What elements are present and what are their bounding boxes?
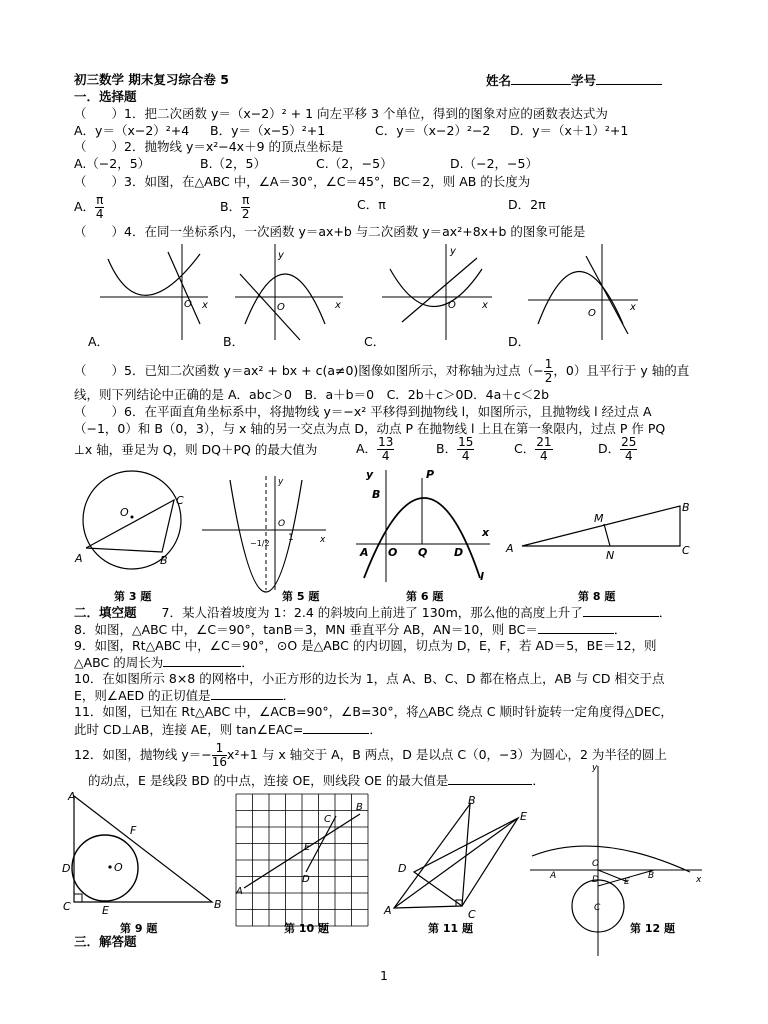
q10-answer-blank: [211, 687, 283, 700]
figure-q8-triangle: [504, 498, 696, 560]
q6-option-a: [356, 436, 394, 463]
svg-text:D: D: [454, 546, 464, 559]
svg-text:−1/2: −1/2: [250, 539, 270, 548]
q11-answer-blank: [303, 721, 369, 734]
svg-text:E: E: [304, 842, 311, 853]
svg-text:B: B: [468, 794, 476, 807]
q1-option-a: A．y＝（x−2）²+4: [74, 123, 190, 138]
svg-text:A: A: [236, 886, 243, 897]
origin-label: O: [184, 299, 192, 310]
svg-text:B: B: [356, 802, 363, 813]
name-label-group: [486, 72, 662, 88]
denominator: 4: [624, 449, 633, 463]
q4-graph-d: [528, 244, 640, 342]
q1-text: 1．把二次函数 y＝（x−2）² + 1 向左平移 3 个单位，得到的图象对应的函数表达式为: [124, 106, 608, 121]
q3-option-d: D．2π: [508, 197, 546, 212]
svg-text:E: E: [624, 877, 630, 887]
numerator: 13: [378, 435, 394, 449]
svg-text:O: O: [114, 861, 123, 874]
svg-text:y: y: [366, 468, 374, 481]
q12-fraction: [212, 742, 227, 769]
svg-text:y: y: [450, 246, 456, 257]
q10-line1: 10．在如图所示 8×8 的网格中，小正方形的边长为 1，点 A、B、C、D 都在格点上，AB 与 CD 相交于点: [74, 671, 665, 686]
figure-q9-incircle: [60, 790, 222, 917]
svg-text:B: B: [214, 898, 222, 911]
q12-answer-blank: [448, 772, 532, 785]
caption-fig9: 第 9 题: [120, 922, 158, 935]
q9-answer-blank: [163, 654, 241, 667]
figure-q3-circle: [72, 470, 192, 580]
svg-text:E: E: [102, 904, 109, 917]
q1-option-d: D．y＝（x＋1）²+1: [510, 123, 629, 138]
q9-line2: △ABC 的周长为 ．: [74, 655, 254, 670]
svg-text:A: A: [384, 904, 392, 917]
svg-text:A: A: [360, 546, 369, 559]
svg-text:E: E: [520, 810, 527, 823]
q6-text-1: 6．在平面直角坐标系中，将抛物线 y＝−x² 平移得到抛物线 l，如图所示，且抛物线 l 经过点 A: [124, 404, 652, 419]
svg-text:D: D: [62, 862, 71, 875]
numerator: 1: [544, 357, 553, 371]
svg-text:x: x: [335, 300, 341, 311]
q6-c-fraction: [535, 436, 552, 463]
svg-text:O: O: [448, 300, 456, 311]
q8-text: 8．如图，△ABC 中，∠C＝90°，tanB＝3，MN 垂直平分 AB，AN＝10，则 BC＝: [74, 622, 538, 637]
q11-line2: 此时 CD⊥AB，连接 AE，则 tan∠EAC= ．: [74, 722, 382, 737]
svg-text:x: x: [320, 535, 326, 545]
svg-text:1: 1: [288, 533, 294, 543]
q2-option-b: B.（2，5）: [200, 156, 266, 171]
svg-text:P: P: [426, 468, 435, 481]
q2-option-c: C.（2，−5）: [316, 156, 393, 171]
svg-text:C: C: [324, 814, 331, 825]
q9-text-2: △ABC 的周长为: [74, 655, 164, 670]
numerator: 1: [212, 742, 227, 756]
q10-text-2: E，则∠AED 的正切值是: [74, 688, 211, 703]
q4-text: 4．在同一坐标系内，一次函数 y＝ax+b 与二次函数 y＝ax²+8x+b 的图象可能是: [124, 224, 586, 239]
answer-paren: （ ）: [74, 363, 125, 378]
answer-paren: （ ）: [74, 139, 125, 154]
answer-paren: （ ）: [74, 224, 125, 239]
q10-line2: E，则∠AED 的正切值是 ．: [74, 688, 296, 703]
answer-paren: （ ）: [74, 404, 125, 419]
svg-text:x: x: [482, 526, 490, 539]
q5-fraction: [544, 358, 554, 385]
q7-text: 7．某人沿着坡度为 1：2.4 的斜坡向上前进了 130m，那么他的高度上升了: [161, 605, 583, 620]
numerator: 25: [621, 435, 637, 449]
question-5-stem: [74, 358, 689, 385]
answer-paren: （ ）: [74, 106, 125, 121]
q8-answer-blank: [538, 621, 614, 634]
q6-line2: （−1，0）和 B（0，3），与 x 轴的另一交点为点 D，动点 P 在抛物线 l 上且在第一象限内，过点 P 作 PQ: [74, 421, 666, 436]
q6-option-d: [598, 436, 637, 463]
q1-option-b: B．y＝（x−5）²+1: [210, 123, 326, 138]
denominator: 2: [241, 207, 250, 221]
q3-option-b: [220, 194, 250, 221]
q8-row: 8．如图，△ABC 中，∠C＝90°，tanB＝3，MN 垂直平分 AB，AN＝10，则 BC＝ ．: [74, 622, 627, 637]
q12-text-pre: 12．如图，抛物线 y＝−: [74, 747, 212, 762]
svg-text:x: x: [202, 300, 208, 311]
name-label: 姓名: [486, 73, 512, 88]
q3-b-label: B．: [220, 199, 242, 214]
q4-option-d: D．: [508, 334, 531, 349]
q12-line2: 的动点，E 是线段 BD 的中点，连接 OE，则线段 OE 的最大值是 ．: [88, 773, 545, 788]
q6-c-label: C．: [514, 441, 536, 456]
q7-answer-blank: [583, 604, 659, 617]
q11-line1: 11．如图，已知在 Rt△ABC 中，∠ACB=90°，∠B=30°，将△ABC 绕点 C 顺时针旋转一定角度得△DEC，: [74, 704, 673, 719]
q3-text: 3．如图，在△ABC 中，∠A＝30°，∠C＝45°，BC＝2，则 AB 的长度为: [124, 174, 531, 189]
q6-b-label: B．: [436, 441, 458, 456]
svg-text:A: A: [68, 790, 76, 803]
q1-option-c: C．y＝（x−2）²−2: [375, 123, 491, 138]
q5-options: 线，则下列结论中正确的是 A．abc＞0 B．a＋b＝0 C．2b＋c＞0D．4a＋c＜2b: [74, 387, 550, 402]
svg-text:A: A: [550, 871, 557, 881]
svg-text:C: C: [176, 494, 184, 507]
section-answer-heading: 三．解答题: [74, 934, 137, 949]
svg-text:O: O: [277, 302, 285, 313]
q3-b-fraction: [241, 194, 250, 221]
numerator: π: [96, 193, 104, 207]
denominator: 4: [381, 449, 390, 463]
svg-text:C: C: [63, 900, 71, 913]
q9-line1: 9．如图，Rt△ABC 中，∠C＝90°，⊙O 是△ABC 的内切圆，切点为 D，E，F，若 AD＝5，BE＝12，则: [74, 638, 657, 653]
q4-graph-b: [235, 244, 345, 342]
q3-option-c: C．π: [357, 197, 386, 212]
name-blank: [511, 72, 571, 85]
numerator: 21: [536, 435, 552, 449]
q4-option-b: B．: [223, 334, 245, 349]
svg-text:N: N: [606, 549, 615, 562]
q2-text: 2．抛物线 y＝x²−4x＋9 的顶点坐标是: [124, 139, 344, 154]
denominator: 16: [211, 755, 228, 769]
svg-text:D: D: [302, 874, 310, 885]
svg-text:y: y: [592, 763, 598, 773]
caption-fig10: 第 10 题: [284, 922, 329, 935]
caption-fig5: 第 5 题: [282, 590, 320, 603]
svg-text:Q: Q: [418, 546, 428, 559]
q3-a-fraction: [95, 194, 104, 221]
q6-d-fraction: [620, 436, 637, 463]
svg-text:C: C: [682, 544, 690, 557]
svg-text:B: B: [160, 554, 168, 567]
svg-text:x: x: [482, 300, 488, 311]
page-number: 1: [380, 968, 388, 983]
svg-text:C: C: [468, 908, 476, 921]
question-6-line1: [74, 404, 652, 419]
figure-q12-parabola-circle: [530, 760, 706, 960]
denominator: 2: [544, 371, 553, 385]
q7-row: 二．填空题 7．某人沿着坡度为 1：2.4 的斜坡向上前进了 130m，那么他的高度上升了 ．: [74, 605, 672, 620]
svg-text:O: O: [120, 506, 129, 519]
svg-text:C: C: [594, 903, 601, 913]
question-1-stem: [74, 106, 608, 121]
q4-graph-c: [382, 244, 494, 342]
svg-text:A: A: [506, 542, 514, 555]
svg-text:y: y: [278, 250, 284, 261]
figure-q5-parabola: [202, 474, 330, 590]
question-2-stem: [74, 139, 344, 154]
q4-graph-a: [100, 244, 210, 342]
question-4-stem: [74, 224, 585, 239]
q6-d-label: D．: [598, 441, 621, 456]
q11-text-2: 此时 CD⊥AB，连接 AE，则 tan∠EAC=: [74, 722, 304, 737]
svg-text:D: D: [592, 875, 599, 885]
q3-a-label: A．: [74, 199, 96, 214]
caption-fig8: 第 8 题: [578, 590, 616, 603]
svg-text:D: D: [398, 862, 407, 875]
q2-option-a: A.（−2，5）: [74, 156, 151, 171]
svg-text:B: B: [372, 488, 381, 501]
q6-option-b: [436, 436, 474, 463]
q6-line3: ⊥x 轴，垂足为 Q，则 DQ＋PQ 的最大值为: [74, 442, 318, 457]
svg-text:x: x: [630, 302, 636, 313]
q5-text-a: 5．已知二次函数 y＝ax² + bx + c(a≠0)图像如图所示，对称轴为过点（−: [124, 363, 544, 378]
caption-fig3: 第 3 题: [114, 590, 152, 603]
q6-b-fraction: [457, 436, 474, 463]
svg-text:M: M: [594, 512, 604, 525]
q4-option-a: A．: [88, 334, 110, 349]
exam-title: 初三数学 期末复习综合卷 5: [74, 72, 229, 87]
answer-paren: （ ）: [74, 174, 125, 189]
q3-option-a: [74, 194, 104, 221]
caption-fig12: 第 12 题: [630, 922, 675, 935]
figure-q11-rotation: [384, 794, 534, 921]
denominator: 4: [461, 449, 470, 463]
caption-fig11: 第 11 题: [428, 922, 473, 935]
figure-q10-grid: [232, 790, 374, 914]
q12-text-post: x²+1 与 x 轴交于 A，B 两点，D 是以点 C（0，−3）为圆心，2 为半径的圆上: [227, 747, 667, 762]
svg-text:F: F: [130, 824, 137, 837]
figure-q6-parabola: [356, 468, 494, 582]
svg-text:A: A: [75, 552, 83, 565]
q5-text-b: ，0）且平行于 y 轴的直: [553, 363, 690, 378]
q6-option-c: [514, 436, 553, 463]
numerator: π: [242, 193, 250, 207]
caption-fig6: 第 6 题: [406, 590, 444, 603]
svg-text:O: O: [388, 546, 398, 559]
denominator: 4: [540, 449, 548, 463]
q12-text-2: 的动点，E 是线段 BD 的中点，连接 OE，则线段 OE 的最大值是: [88, 773, 449, 788]
question-3-stem: [74, 174, 530, 189]
svg-text:O: O: [592, 859, 600, 869]
svg-text:B: B: [648, 871, 655, 881]
numerator: 15: [458, 435, 474, 449]
svg-text:l: l: [480, 570, 484, 583]
denominator: 4: [95, 207, 104, 221]
svg-text:x: x: [696, 875, 702, 885]
q4-option-c: C．: [364, 334, 386, 349]
svg-text:y: y: [278, 477, 284, 487]
q6-a-fraction: [377, 436, 394, 463]
id-label: 学号: [571, 73, 597, 88]
id-blank: [596, 72, 662, 85]
section-choice-heading: 一．选择题: [74, 89, 137, 104]
q2-option-d: D.（−2，−5）: [450, 156, 538, 171]
section-fill-heading: 二．填空题: [74, 605, 137, 620]
svg-text:O: O: [588, 308, 596, 319]
q6-a-label: A．: [356, 441, 378, 456]
svg-text:O: O: [278, 519, 286, 529]
svg-text:B: B: [682, 501, 690, 514]
